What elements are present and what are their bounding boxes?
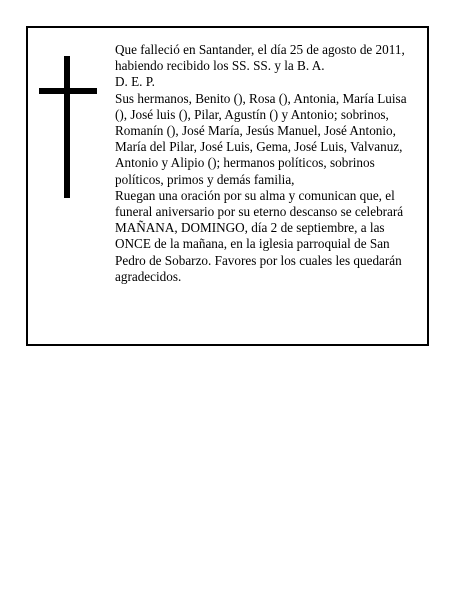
cross-icon [39,56,97,198]
cross-horizontal-bar [39,88,97,94]
notice-family: Sus hermanos, Benito (), Rosa (), Antonia, María Luisa (), José luis (), Pilar, Agustín () y Antonio; sobrinos, Romanín (), José María, Jesús Manuel, José Antonio, María del Pilar, José Luis, Gema, José Luis, Valvanuz, Antonio y Alipio (); hermanos políticos, sobrinos políticos, primos y demás familia, [115,90,407,187]
notice-intro: Que falleció en Santander, el día 25 de agosto de 2011, habiendo recibido los SS. SS. y la B. A. [115,42,405,74]
notice-text [115,42,421,285]
notice-dep: D. E. P. [115,74,155,90]
obituary-notice [26,26,429,346]
notice-request: Ruegan una oración por su alma y comunican que, el funeral aniversario por su eterno descanso se celebrará MAÑANA, DOMINGO, día 2 de septiembre, a las ONCE de la mañana, en la iglesia parroquial de San Pedro de Sobarzo. Favores por los cuales les quedarán agradecidos. [115,187,404,284]
cross-vertical-bar [64,56,70,198]
